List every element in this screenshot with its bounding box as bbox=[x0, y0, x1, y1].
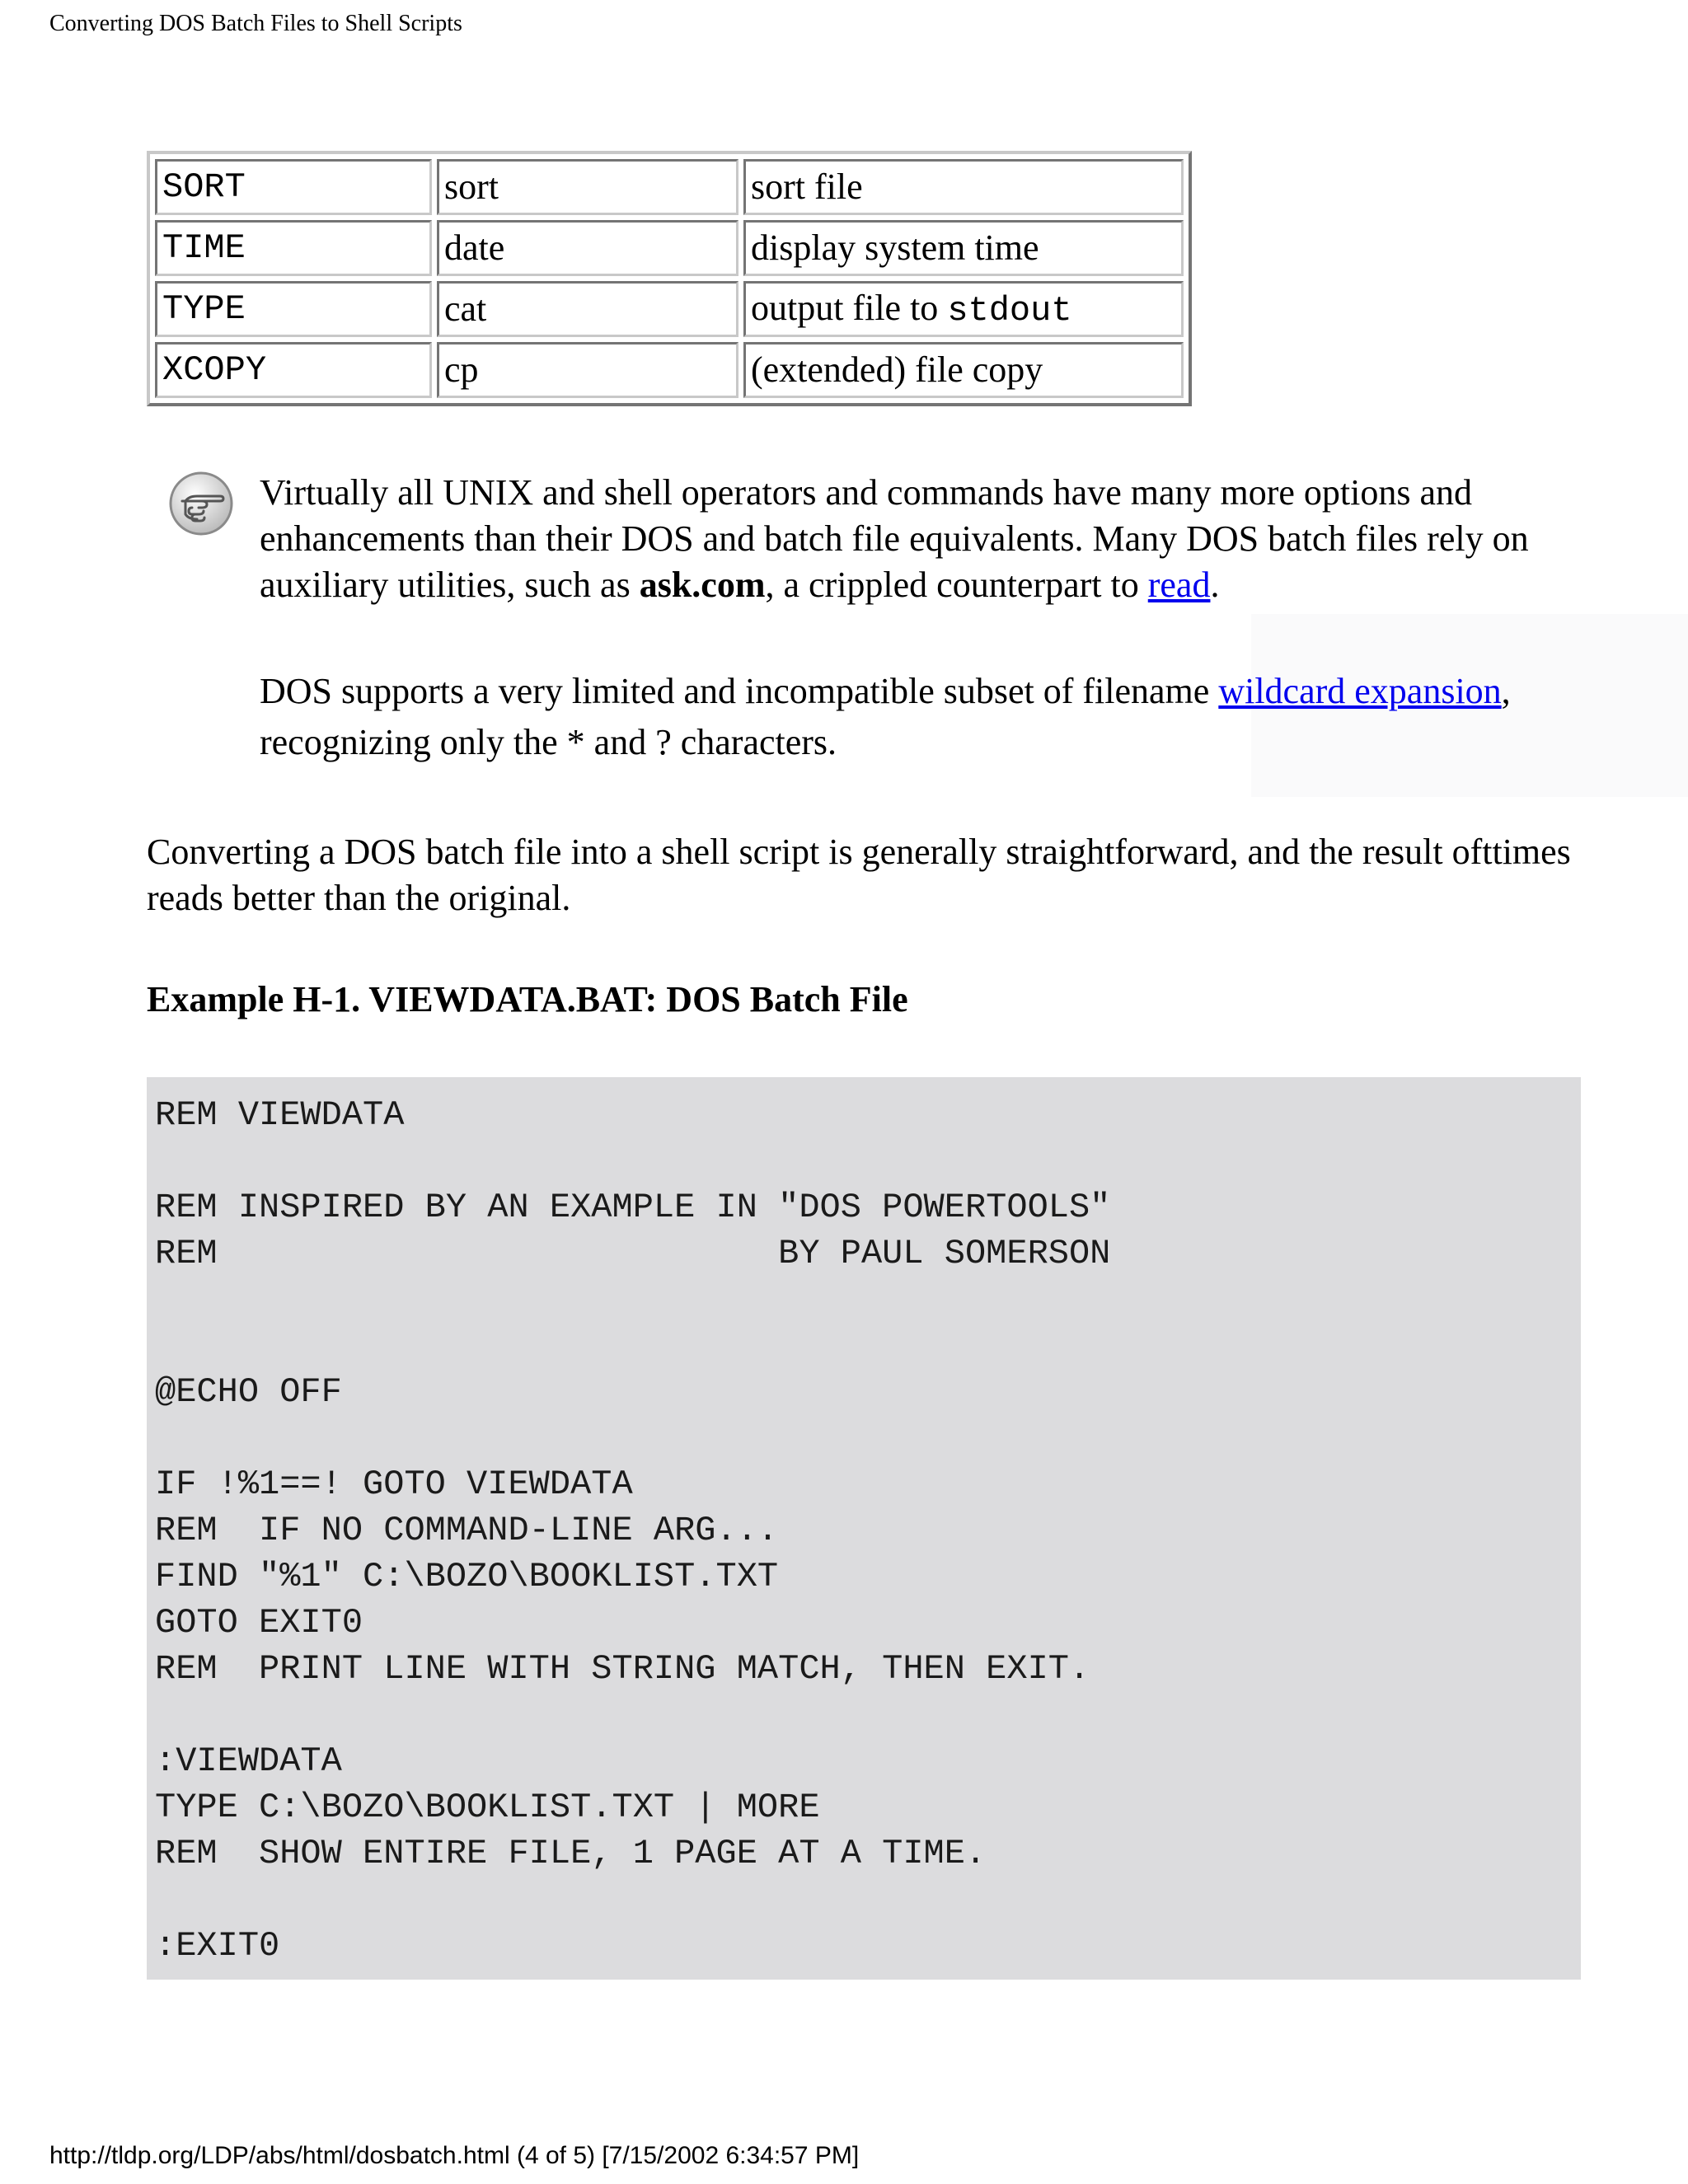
note-text: , recognizing only the * and ? characters. bbox=[260, 671, 1511, 762]
description-cell bbox=[743, 220, 1184, 276]
note-paragraph-1 bbox=[260, 470, 1611, 608]
description-text: output file to bbox=[751, 287, 948, 328]
code-block bbox=[147, 1077, 1581, 1980]
note-text: DOS supports a very limited and incompatible subset of filename bbox=[260, 671, 1219, 711]
ask-com-bold: ask.com bbox=[639, 565, 766, 605]
unix-command-cell: date bbox=[437, 220, 738, 276]
dos-command-cell: SORT bbox=[155, 159, 432, 215]
pointing-hand-icon bbox=[167, 470, 235, 537]
description-cell bbox=[743, 281, 1184, 337]
unix-command-cell: sort bbox=[437, 159, 738, 215]
unix-command-cell: cat bbox=[437, 281, 738, 337]
description-text: (extended) file copy bbox=[751, 349, 1043, 390]
wildcard-expansion-link[interactable]: wildcard expansion bbox=[1218, 671, 1502, 711]
example-title: Example H-1. VIEWDATA.BAT: DOS Batch File bbox=[147, 979, 908, 1019]
table-row bbox=[155, 220, 1184, 276]
unix-command-cell: cp bbox=[437, 342, 738, 398]
dos-command-cell: TIME bbox=[155, 220, 432, 276]
description-cell bbox=[743, 159, 1184, 215]
dos-command-cell: XCOPY bbox=[155, 342, 432, 398]
dos-command-cell: TYPE bbox=[155, 281, 432, 337]
description-text: sort file bbox=[751, 166, 863, 207]
read-link[interactable]: read bbox=[1147, 565, 1211, 605]
note-paragraph-2 bbox=[260, 666, 1611, 768]
dos-unix-command-table bbox=[147, 151, 1192, 406]
code-listing: REM VIEWDATA REM INSPIRED BY AN EXAMPLE IN "DOS POWERTOOLS" REM BY PAUL SOMERSON @ECHO OFF IF !%1==! GOTO VIEWDATA REM IF NO COMMAND-LINE ARG... FIND "%1" C:\BOZO\BOOKLIST.TXT GOTO EXIT0 REM PRINT LINE WITH STRING MATCH, THEN EXIT. :VIEWDATA TYPE C:\BOZO\BOOKLIST.TXT | MORE REM SHOW ENTIRE FILE, 1 PAGE AT A TIME. :EXIT0 bbox=[155, 1095, 1111, 1966]
page-header-title: Converting DOS Batch Files to Shell Scripts bbox=[49, 11, 462, 36]
description-cell bbox=[743, 342, 1184, 398]
note-text: , a crippled counterpart to bbox=[765, 565, 1148, 605]
page-footer-url: http://tldp.org/LDP/abs/html/dosbatch.html (4 of 5) [7/15/2002 6:34:57 PM] bbox=[49, 2142, 860, 2169]
table-row bbox=[155, 159, 1184, 215]
note-text: . bbox=[1210, 565, 1220, 605]
description-text: display system time bbox=[751, 227, 1039, 268]
table-row bbox=[155, 342, 1184, 398]
note-text: Virtually all UNIX and shell operators and commands have many more options and enhancements than their DOS and batch file equivalents. Many DOS batch files rely on auxiliary utilities, such as bbox=[260, 472, 1529, 605]
body-paragraph: Converting a DOS batch file into a shell script is generally straightforward, and the result ofttimes reads better than the original. bbox=[147, 832, 1571, 918]
stdout-code: stdout bbox=[947, 290, 1072, 330]
table-row bbox=[155, 281, 1184, 337]
